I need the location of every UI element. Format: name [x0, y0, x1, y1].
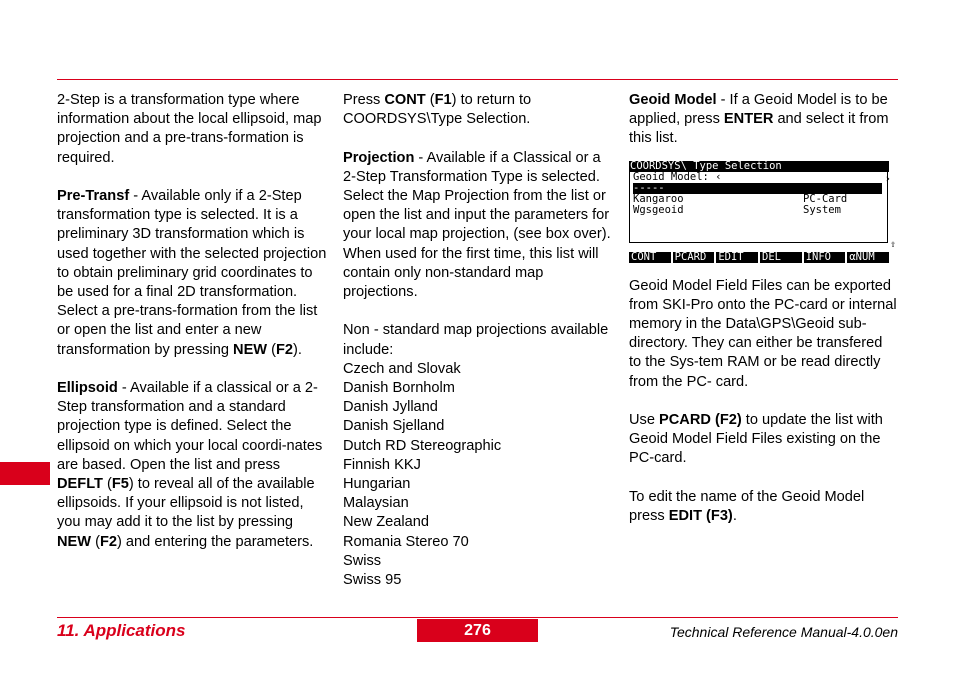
page-number: 276 [417, 619, 538, 642]
list-item: Malaysian [343, 495, 409, 512]
edit-paragraph: To edit the name of the Geoid Model press EDIT (F3). [629, 488, 865, 525]
instrument-screen [629, 159, 896, 263]
field-files-paragraph: Geoid Model Field Files can be exported from SKI-Pro onto the PC-card or internal memory in the Data\GPS\Geoid sub-directory. They can either be transfered to the Sys-tem RAM or be read directly from the PC- card. [629, 277, 897, 390]
geoid-paragraph: Geoid Model - If a Geoid Model is to be applied, press ENTER and select it from this list. [629, 92, 889, 147]
list-item: Dutch RD Stereographic [343, 437, 502, 454]
list-row-selected[interactable]: ----- [633, 183, 882, 194]
chapter-side-tab [0, 462, 50, 485]
ellipsoid-paragraph: Ellipsoid - Available if a classical or a 2-Step transformation and a standard projection type is defined. Select the ellipsoid on which your local coordi-nates are based. Open the list and press DEFLT (F5) to reveal all of the available ellipsoids. If your ellipsoid is not listed, you may add it to the list by pressing NEW (F2) and entering the parameters. [57, 380, 323, 550]
list-item: Czech and Slovak [343, 360, 461, 377]
cont-paragraph: Press CONT (F1) to return to COORDSYS\Type Selection. [343, 92, 532, 128]
geoid-term: Geoid Model [629, 92, 717, 108]
nonstd-intro: Non - standard map projections available include: [343, 322, 609, 358]
list-item: Finnish KKJ [343, 456, 421, 473]
two-step-intro: 2-Step is a transformation type where information about the local ellipsoid, map projection and a pre-trans-formation is required. [57, 92, 322, 166]
column-left [57, 91, 329, 571]
scroll-up-icon: ⇧ [889, 238, 896, 250]
list-item: Danish Jylland [343, 399, 438, 416]
cont-button[interactable]: CONT [629, 252, 671, 263]
list-row[interactable]: Kangaroo PC-Card [633, 192, 848, 205]
function-key-bar [629, 252, 889, 263]
column-right [629, 91, 897, 545]
chapter-title: 11. Applications [57, 621, 186, 640]
del-button[interactable]: DEL [760, 252, 802, 263]
pcard-paragraph: Use PCARD (F2) to update the list with Geoid Model Field Files existing on the PC-card. [629, 412, 883, 467]
list-item: Danish Sjelland [343, 418, 445, 435]
list-row[interactable]: Wgsgeoid System [633, 203, 841, 216]
manual-title: Technical Reference Manual-4.0.0en [669, 624, 898, 640]
alpha-num-button[interactable]: αNUM [847, 252, 889, 263]
list-item: Hungarian [343, 476, 411, 493]
header-rule [57, 79, 898, 80]
projection-term: Projection [343, 149, 415, 166]
ellipsoid-term: Ellipsoid [57, 380, 118, 397]
pcard-button[interactable]: PCARD [673, 252, 715, 263]
list-item: Swiss 95 [343, 572, 402, 589]
edit-button[interactable]: EDIT [716, 252, 758, 263]
screen-body [629, 170, 896, 250]
pretransf-paragraph: Pre-Transf - Available only if a 2-Step transformation type is selected. It is a preliminary 3D transformation which is used together with the selected projection to obtain preliminary grid coordinates to be used for a final 2D transformation. Select a pre-trans-formation from the list or open the list and enter a new transformation by pressing NEW (F2). [57, 188, 327, 358]
list-item: Romania Stereo 70 [343, 533, 469, 550]
projection-paragraph: Projection - Available if a Classical or a 2-Step Transformation Type is selected. Select the Map Projection from the list or open the list and input the parameters for your local map projection, (see box over). When used for the first time, this list will contain only non-standard map projections. [343, 149, 611, 301]
list-item: Swiss [343, 552, 382, 569]
list-item: Danish Bornholm [343, 380, 455, 397]
column-middle [343, 91, 611, 590]
list-item: New Zealand [343, 514, 429, 531]
chevron-right-icon: › [884, 172, 891, 185]
pretransf-term: Pre-Transf [57, 188, 130, 204]
geoid-model-field[interactable]: Geoid Model: ‹ › [633, 170, 891, 185]
screen-title-bar: COORDSYS\ Type Selection [629, 161, 889, 172]
footer-rule [57, 617, 898, 618]
info-button[interactable]: INFO [804, 252, 846, 263]
projection-list [343, 360, 611, 590]
chevron-left-icon: ‹ [715, 170, 722, 183]
